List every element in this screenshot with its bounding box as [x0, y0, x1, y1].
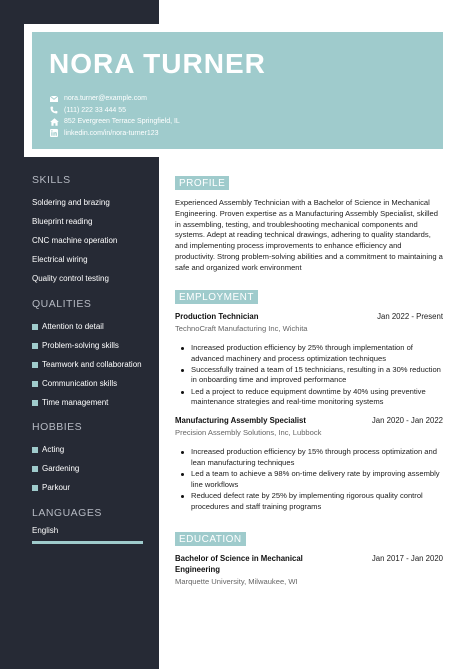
job-bullet: Increased production efficiency by 15% through process optimization and lean manufacturing techniques: [181, 447, 443, 469]
linkedin-icon: [49, 129, 59, 137]
skill-item: Soldering and brazing: [32, 198, 110, 207]
employment-section: [175, 287, 443, 513]
hobby-label: Acting: [42, 445, 65, 454]
job-company: Precision Assembly Solutions, Inc, Lubbock: [175, 427, 322, 437]
quality-item: [32, 336, 147, 355]
job-title: Production Technician: [175, 312, 259, 321]
square-bullet-icon: [32, 381, 38, 387]
phone-icon: [49, 106, 59, 114]
language-item: [32, 526, 147, 544]
job-header: [175, 416, 443, 427]
skill-item: Electrical wiring: [32, 255, 88, 264]
job-company: TechnoCraft Manufacturing Inc, Wichita: [175, 323, 308, 333]
square-bullet-icon: [32, 466, 38, 472]
hobby-item: [32, 478, 147, 497]
hobby-item: [32, 459, 147, 478]
qualities-section: [32, 298, 147, 412]
hobbies-section: [32, 421, 147, 497]
contact-list: [49, 93, 443, 139]
languages-section: [32, 507, 147, 544]
hobby-item: [32, 440, 147, 459]
profile-section: [175, 173, 443, 274]
language-label: English: [32, 526, 59, 535]
qualities-list: [32, 317, 147, 412]
quality-label: Attention to detail: [42, 322, 104, 331]
hobby-label: Gardening: [42, 464, 80, 473]
job-bullet: Reduced defect rate by 25% by implementing rigorous quality control procedures and staff training programs: [181, 491, 443, 513]
education-dates: Jan 2017 - Jan 2020: [371, 554, 443, 563]
envelope-icon: [49, 95, 59, 103]
education-header: [175, 554, 443, 576]
job-bullet: Led a team to achieve a 98% on-time delivery rate by improving assembly line workflows: [181, 469, 443, 491]
job-header: [175, 312, 443, 323]
job-dates: Jan 2022 - Present: [377, 312, 443, 321]
contact-linkedin[interactable]: [49, 128, 443, 139]
degree-title: Bachelor of Science in Mechanical Engineering: [175, 554, 303, 574]
address-text: 852 Evergreen Terrace Springfield, IL: [64, 118, 180, 125]
phone-text: (111) 222 33 444 55: [64, 106, 127, 114]
quality-label: Problem-solving skills: [42, 341, 119, 350]
contact-email[interactable]: [49, 93, 443, 104]
quality-label: Teamwork and collaboration: [42, 360, 142, 369]
language-level-fill: [32, 541, 143, 544]
skill-item: Quality control testing: [32, 274, 109, 283]
hobby-label: Parkour: [42, 483, 71, 492]
quality-item: [32, 393, 147, 412]
square-bullet-icon: [32, 343, 38, 349]
job-bullet: Increased production efficiency by 25% through implementation of advanced machinery and process optimization techniques: [181, 343, 443, 365]
job-bullets: [175, 447, 443, 512]
square-bullet-icon: [32, 362, 38, 368]
school-name: Marquette University, Milwaukee, WI: [175, 576, 298, 586]
profile-summary: Experienced Assembly Technician with a Bachelor of Science in Mechanical Engineering. Proven expertise as a Manufacturing Assembly Specialist, skilled in assembling, testing, and troubleshooting mechanical components and systems. Adept at reading technical drawings, adhering to quality standards, and implementing process improvements to enhance efficiency and productivity. Strong problem-solving abilities and a commitment to maintaining a safe and organized work environment: [175, 198, 443, 272]
quality-item: [32, 355, 147, 374]
contact-phone[interactable]: [49, 105, 443, 116]
job-dates: Jan 2020 - Jan 2022: [371, 416, 443, 426]
quality-label: Time management: [42, 398, 109, 407]
job-bullet: Successfully trained a team of 15 technicians, resulting in a 30% reduction in onboarding time and improved performance: [181, 365, 443, 387]
home-icon: [49, 118, 59, 126]
candidate-name: NORA TURNER: [49, 48, 266, 79]
skills-section: [32, 174, 147, 288]
square-bullet-icon: [32, 400, 38, 406]
skill-item: Blueprint reading: [32, 217, 93, 226]
skill-item: CNC machine operation: [32, 236, 118, 245]
linkedin-text: linkedin.com/in/nora-turner123: [64, 129, 159, 137]
square-bullet-icon: [32, 324, 38, 330]
job-entry: [175, 416, 443, 512]
header: [24, 24, 443, 157]
education-section: [175, 529, 443, 587]
hobbies-list: [32, 440, 147, 497]
hobbies-title: HOBBIES: [32, 421, 83, 433]
profile-heading: PROFILE: [175, 176, 229, 190]
contact-address: [49, 116, 443, 127]
languages-title: LANGUAGES: [32, 507, 102, 519]
quality-item: [32, 374, 147, 393]
skills-title: SKILLS: [32, 174, 71, 186]
email-text: nora.turner@example.com: [64, 95, 147, 102]
job-bullets: [175, 343, 443, 408]
quality-label: Communication skills: [42, 379, 118, 388]
skills-list: [32, 193, 147, 288]
language-level-bar: [32, 541, 143, 544]
quality-item: [32, 317, 147, 336]
square-bullet-icon: [32, 447, 38, 453]
square-bullet-icon: [32, 485, 38, 491]
education-heading: EDUCATION: [175, 532, 246, 546]
job-entry: [175, 312, 443, 408]
job-bullet: Led a project to reduce equipment downtime by 40% using preventive maintenance strategies and real-time monitoring systems: [181, 387, 443, 409]
job-title: Manufacturing Assembly Specialist: [175, 416, 306, 426]
qualities-title: QUALITIES: [32, 298, 92, 310]
employment-heading: EMPLOYMENT: [175, 290, 258, 304]
header-banner: [32, 32, 443, 149]
